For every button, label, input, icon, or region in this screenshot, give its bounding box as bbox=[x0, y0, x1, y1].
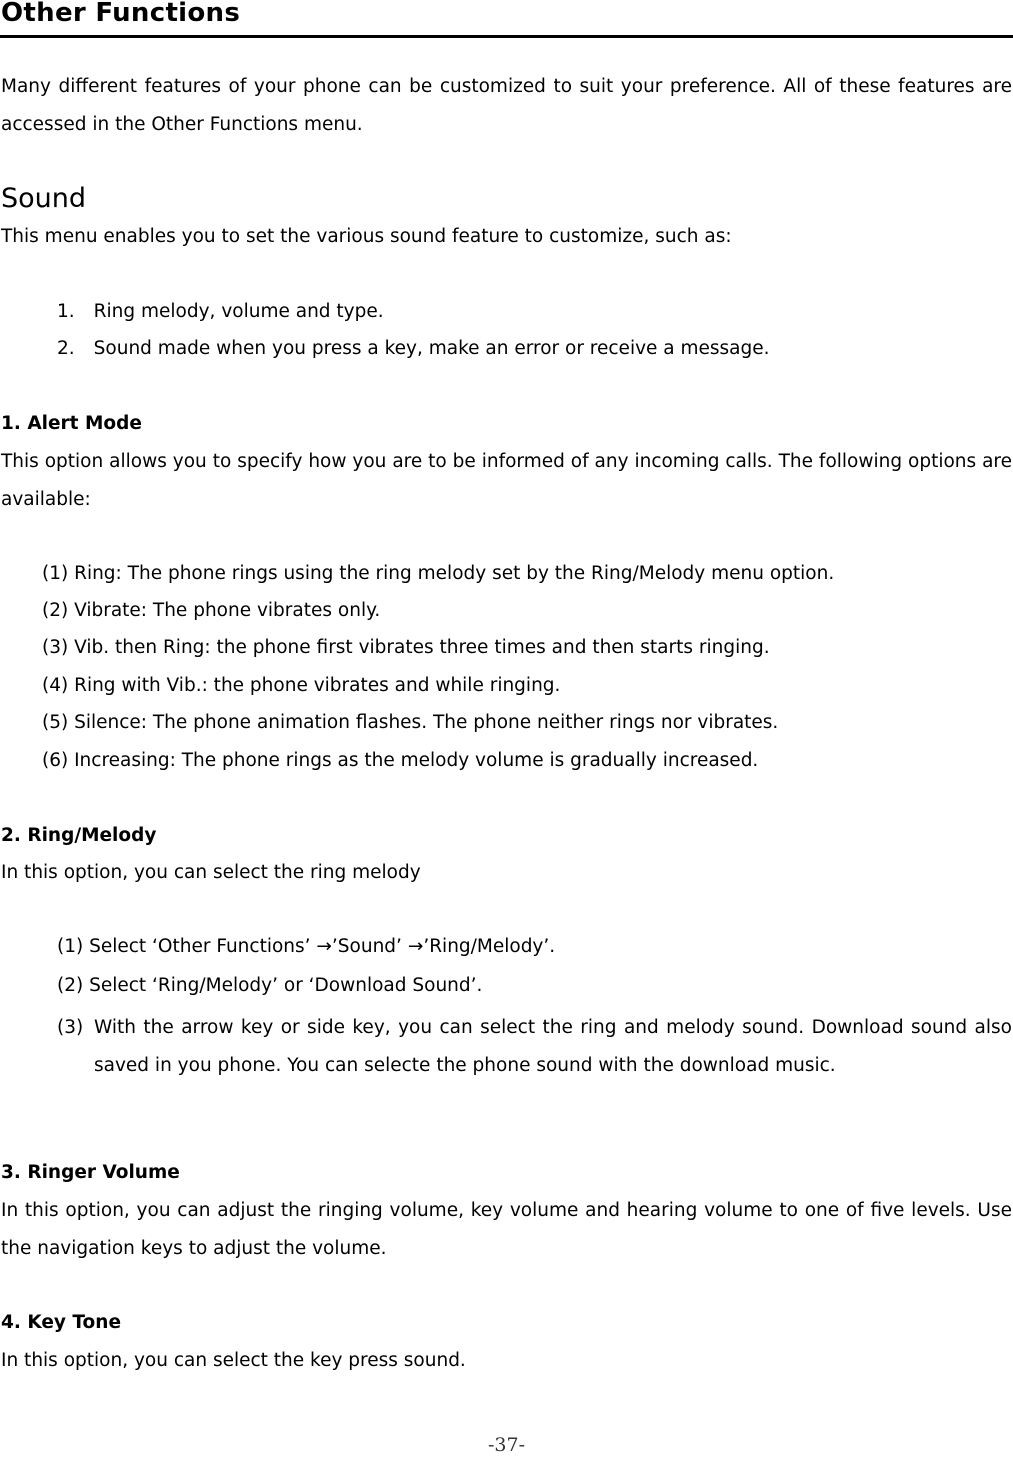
alert-mode-heading: 1. Alert Mode bbox=[1, 413, 142, 434]
alert-option: (2) Vibrate: The phone vibrates only. bbox=[42, 600, 381, 621]
alert-option: (4) Ring with Vib.: the phone vibrates and while ringing. bbox=[42, 675, 561, 696]
ring-melody-description: In this option, you can select the ring melody bbox=[1, 862, 421, 883]
key-tone-description: In this option, you can select the key press sound. bbox=[1, 1350, 466, 1371]
ring-melody-step: (2) Select ‘Ring/Melody’ or ‘Download Sound’. bbox=[57, 975, 483, 996]
page-title: Other Functions bbox=[1, 0, 241, 28]
alert-option: (1) Ring: The phone rings using the ring melody set by the Ring/Melody menu option. bbox=[42, 563, 835, 584]
intro-paragraph: Many different features of your phone can be customized to suit your preference. All of these features are accessed in the Other Functions menu. bbox=[1, 76, 1012, 135]
title-underline bbox=[0, 35, 1013, 38]
ring-melody-step: (1) Select ‘Other Functions’ →’Sound’ →’Ring/Melody’. bbox=[57, 936, 556, 957]
key-tone-heading: 4. Key Tone bbox=[1, 1312, 121, 1333]
alert-mode-description: This option allows you to specify how you are to be informed of any incoming calls. The following options are available: bbox=[1, 451, 1012, 510]
list-number: 2. bbox=[57, 338, 75, 359]
sound-list-item bbox=[57, 300, 384, 324]
ring-melody-heading: 2. Ring/Melody bbox=[1, 825, 157, 846]
ringer-volume-description: In this option, you can adjust the ringing volume, key volume and hearing volume to one of five levels. Use the navigation keys to adjust the volume. bbox=[1, 1200, 1012, 1259]
list-number: 1. bbox=[57, 301, 75, 322]
sound-list-item bbox=[57, 337, 770, 361]
list-text: Ring melody, volume and type. bbox=[93, 301, 384, 322]
page-number: -37- bbox=[487, 1434, 526, 1456]
ring-melody-step bbox=[57, 1009, 1012, 1084]
step-text: With the arrow key or side key, you can select the ring and melody sound. Download sound also saved in you phone. You can selecte the phone sound with the download music. bbox=[94, 1017, 1012, 1076]
ringer-volume-heading: 3. Ringer Volume bbox=[1, 1162, 180, 1183]
alert-option: (3) Vib. then Ring: the phone first vibrates three times and then starts ringing. bbox=[42, 637, 770, 658]
alert-option: (5) Silence: The phone animation flashes. The phone neither rings nor vibrates. bbox=[42, 712, 779, 733]
sound-heading: Sound bbox=[1, 183, 87, 214]
step-number: (3) bbox=[57, 1017, 84, 1038]
alert-option: (6) Increasing: The phone rings as the melody volume is gradually increased. bbox=[42, 750, 759, 771]
sound-description: This menu enables you to set the various sound feature to customize, such as: bbox=[1, 226, 732, 247]
list-text: Sound made when you press a key, make an error or receive a message. bbox=[93, 338, 770, 359]
